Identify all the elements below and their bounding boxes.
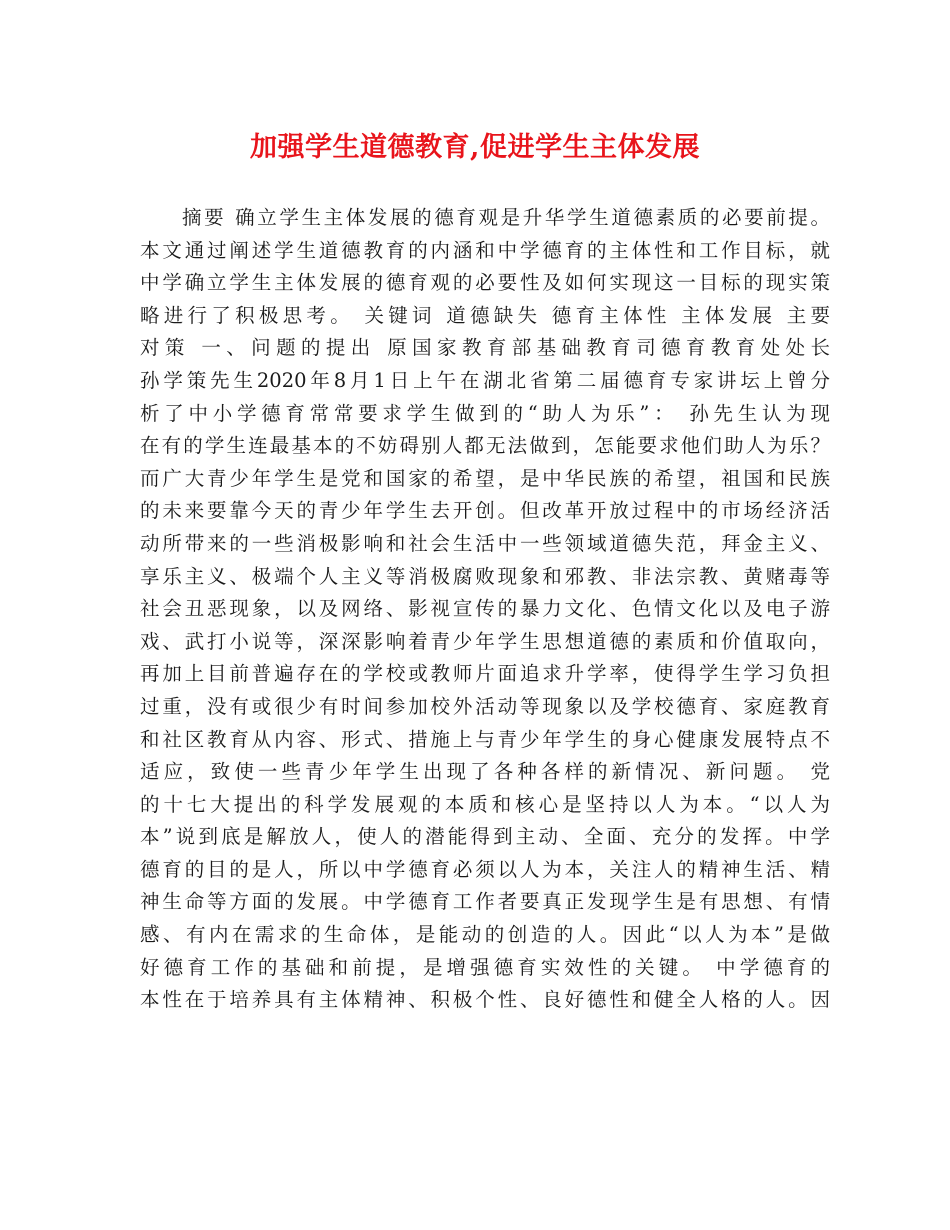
body-line: 在有的学生连最基本的不妨碍别人都无法做到，怎能要求他们助人为乐？ [140, 434, 830, 458]
body-line: 而广大青少年学生是党和国家的希望，是中华民族的希望，祖国和民族 [140, 466, 830, 490]
body-line: 的十七大提出的科学发展观的本质和核心是坚持以人为本。“以人为 [140, 792, 830, 816]
body-line: 过重，没有或很少有时间参加校外活动等现象以及学校德育、家庭教育 [140, 694, 830, 718]
body-line: 的未来要靠今天的青少年学生去开创。但改革开放过程中的市场经济活 [140, 499, 830, 523]
body-line: 神生命等方面的发展。中学德育工作者要真正发现学生是有思想、有情 [140, 890, 830, 914]
body-line: 中学确立学生主体发展的德育观的必要性及如何实现这一目标的现实策 [140, 271, 830, 295]
body-line: 社会丑恶现象，以及网络、影视宣传的暴力文化、色情文化以及电子游 [140, 597, 830, 621]
body-line: 适应，致使一些青少年学生出现了各种各样的新情况、新问题。 党 [140, 760, 830, 784]
body-line: 感、有内在需求的生命体，是能动的创造的人。因此“以人为本”是做 [140, 923, 830, 947]
body-line: 戏、武打小说等，深深影响着青少年学生思想道德的素质和价值取向， [140, 629, 830, 653]
document-title: 加强学生道德教育,促进学生主体发展 [250, 132, 700, 163]
body-line: 再加上目前普遍存在的学校或教师片面追求升学率，使得学生学习负担 [140, 662, 830, 686]
document-body [140, 202, 830, 1017]
body-line: 对策 一、问题的提出 原国家教育部基础教育司德育教育处处长 [140, 336, 830, 360]
body-line: 摘要 确立学生主体发展的德育观是升华学生道德素质的必要前提。 [182, 206, 830, 229]
body-line: 动所带来的一些消极影响和社会生活中一些领域道德失范，拜金主义、 [140, 531, 830, 555]
body-line: 德育的目的是人，所以中学德育必须以人为本，关注人的精神生活、精 [140, 857, 830, 881]
body-line: 本文通过阐述学生道德教育的内涵和中学德育的主体性和工作目标，就 [140, 238, 830, 262]
body-line: 和社区教育从内容、形式、措施上与青少年学生的身心健康发展特点不 [140, 727, 830, 751]
body-line: 享乐主义、极端个人主义等消极腐败现象和邪教、非法宗教、黄赌毒等 [140, 564, 830, 588]
body-line: 本性在于培养具有主体精神、积极个性、良好德性和健全人格的人。因 [140, 988, 830, 1012]
body-line: 析了中小学德育常常要求学生做到的“助人为乐”： 孙先生认为现 [140, 401, 830, 425]
body-line: 本”说到底是解放人，使人的潜能得到主动、全面、充分的发挥。中学 [140, 825, 830, 849]
body-line: 略进行了积极思考。 关键词 道德缺失 德育主体性 主体发展 主要 [140, 303, 830, 327]
body-line: 好德育工作的基础和前提，是增强德育实效性的关键。 中学德育的 [140, 955, 830, 979]
body-line: 孙学策先生2020年8月1日上午在湖北省第二届德育专家讲坛上曾分 [140, 368, 830, 392]
